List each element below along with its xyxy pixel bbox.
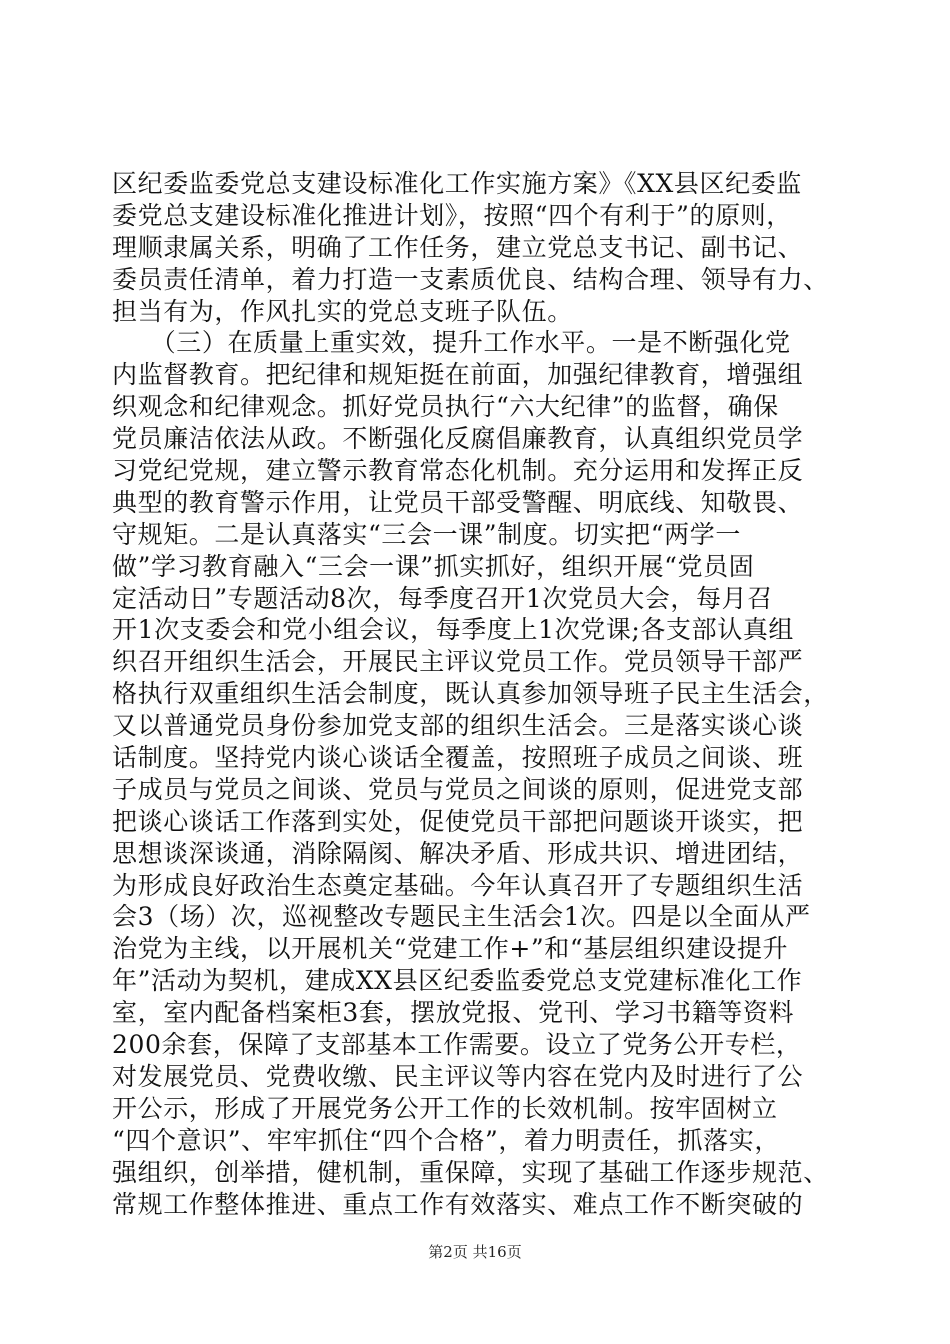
text-line-12: 守规矩。二是认真落实“三会一课”制度。切实把“两学一 — [112, 519, 741, 549]
text-line-7: 内监督教育。把纪律和规矩挺在前面，加强纪律教育，增强组 — [112, 360, 804, 390]
text-line-25: 治党为主线，以开展机关“党建工作+”和“基层组织建设提升 — [112, 934, 789, 964]
text-line-5: 担当有为，作风扎实的党总支班子队伍。 — [112, 296, 573, 326]
text-line-14: 定活动日”专题活动8次，每季度召开1次党员大会，每月召 — [112, 583, 773, 613]
text-line-13: 做”学习教育融入“三会一课”抓实抓好，组织开展“党员固 — [112, 551, 755, 581]
text-line-4: 委员责任清单，着力打造一支素质优良、结构合理、领导有力、 — [112, 264, 829, 294]
text-line-3: 理顺隶属关系，明确了工作任务，建立党总支书记、副书记、 — [112, 232, 804, 262]
text-line-9: 党员廉洁依法从政。不断强化反腐倡廉教育，认真组织党员学 — [112, 424, 804, 454]
text-line-23: 为形成良好政治生态奠定基础。今年认真召开了专题组织生活 — [112, 870, 804, 900]
document-body — [112, 168, 842, 1220]
text-line-16: 织召开组织生活会，开展民主评议党员工作。党员领导干部严 — [112, 647, 804, 677]
text-line-10: 习党纪党规，建立警示教育常态化机制。充分运用和发挥正反 — [112, 456, 804, 486]
text-line-15: 开1次支委会和党小组会议，每季度上1次党课;各支部认真组 — [112, 615, 795, 645]
text-line-11: 典型的教育警示作用，让党员干部受警醒、明底线、知敬畏、 — [112, 487, 804, 517]
text-line-30: 开公示，形成了开展党务公开工作的长效机制。按牢固树立 — [112, 1093, 778, 1123]
text-line-8: 织观念和纪律观念。抓好党员执行“六大纪律”的监督，确保 — [112, 392, 779, 422]
text-line-20: 子成员与党员之间谈、党员与党员之间谈的原则，促进党支部 — [112, 774, 804, 804]
text-line-2: 委党总支建设标准化推进计划》，按照“四个有利于”的原则， — [112, 200, 792, 230]
text-line-33: 常规工作整体推进、重点工作有效落实、难点工作不断突破的 — [112, 1189, 804, 1219]
text-line-24: 会3（场）次，巡视整改专题民主生活会1次。四是以全面从严 — [112, 902, 811, 932]
text-line-31: “四个意识”、牢牢抓住“四个合格”，着力明责任，抓落实， — [112, 1125, 780, 1155]
text-line-19: 话制度。坚持党内谈心谈话全覆盖，按照班子成员之间谈、班 — [112, 743, 804, 773]
text-line-28: 200余套，保障了支部基本工作需要。设立了党务公开专栏， — [112, 1030, 802, 1060]
text-line-22: 思想谈深谈通，消除隔阂、解决矛盾、形成共识、增进团结， — [112, 838, 804, 868]
text-line-27: 室，室内配备档案柜3套，摆放党报、党刊、学习书籍等资料 — [112, 998, 795, 1028]
text-line-29: 对发展党员、党费收缴、民主评议等内容在党内及时进行了公 — [112, 1061, 804, 1091]
text-line-17: 格执行双重组织生活会制度，既认真参加领导班子民主生活会， — [112, 679, 829, 709]
text-line-6: （三）在质量上重实效，提升工作水平。一是不断强化党 — [112, 328, 791, 358]
text-line-21: 把谈心谈话工作落到实处，促使党员干部把问题谈开谈实，把 — [112, 806, 804, 836]
text-line-32: 强组织，创举措，健机制，重保障，实现了基础工作逐步规范、 — [112, 1157, 829, 1187]
text-line-26: 年”活动为契机，建成XX县区纪委监委党总支党建标准化工作 — [112, 966, 803, 996]
page-number-footer: 第2页 共16页 — [428, 1243, 522, 1261]
text-line-18: 又以普通党员身份参加党支部的组织生活会。三是落实谈心谈 — [112, 711, 804, 741]
text-line-1: 区纪委监委党总支建设标准化工作实施方案》《XX县区纪委监 — [112, 169, 802, 198]
